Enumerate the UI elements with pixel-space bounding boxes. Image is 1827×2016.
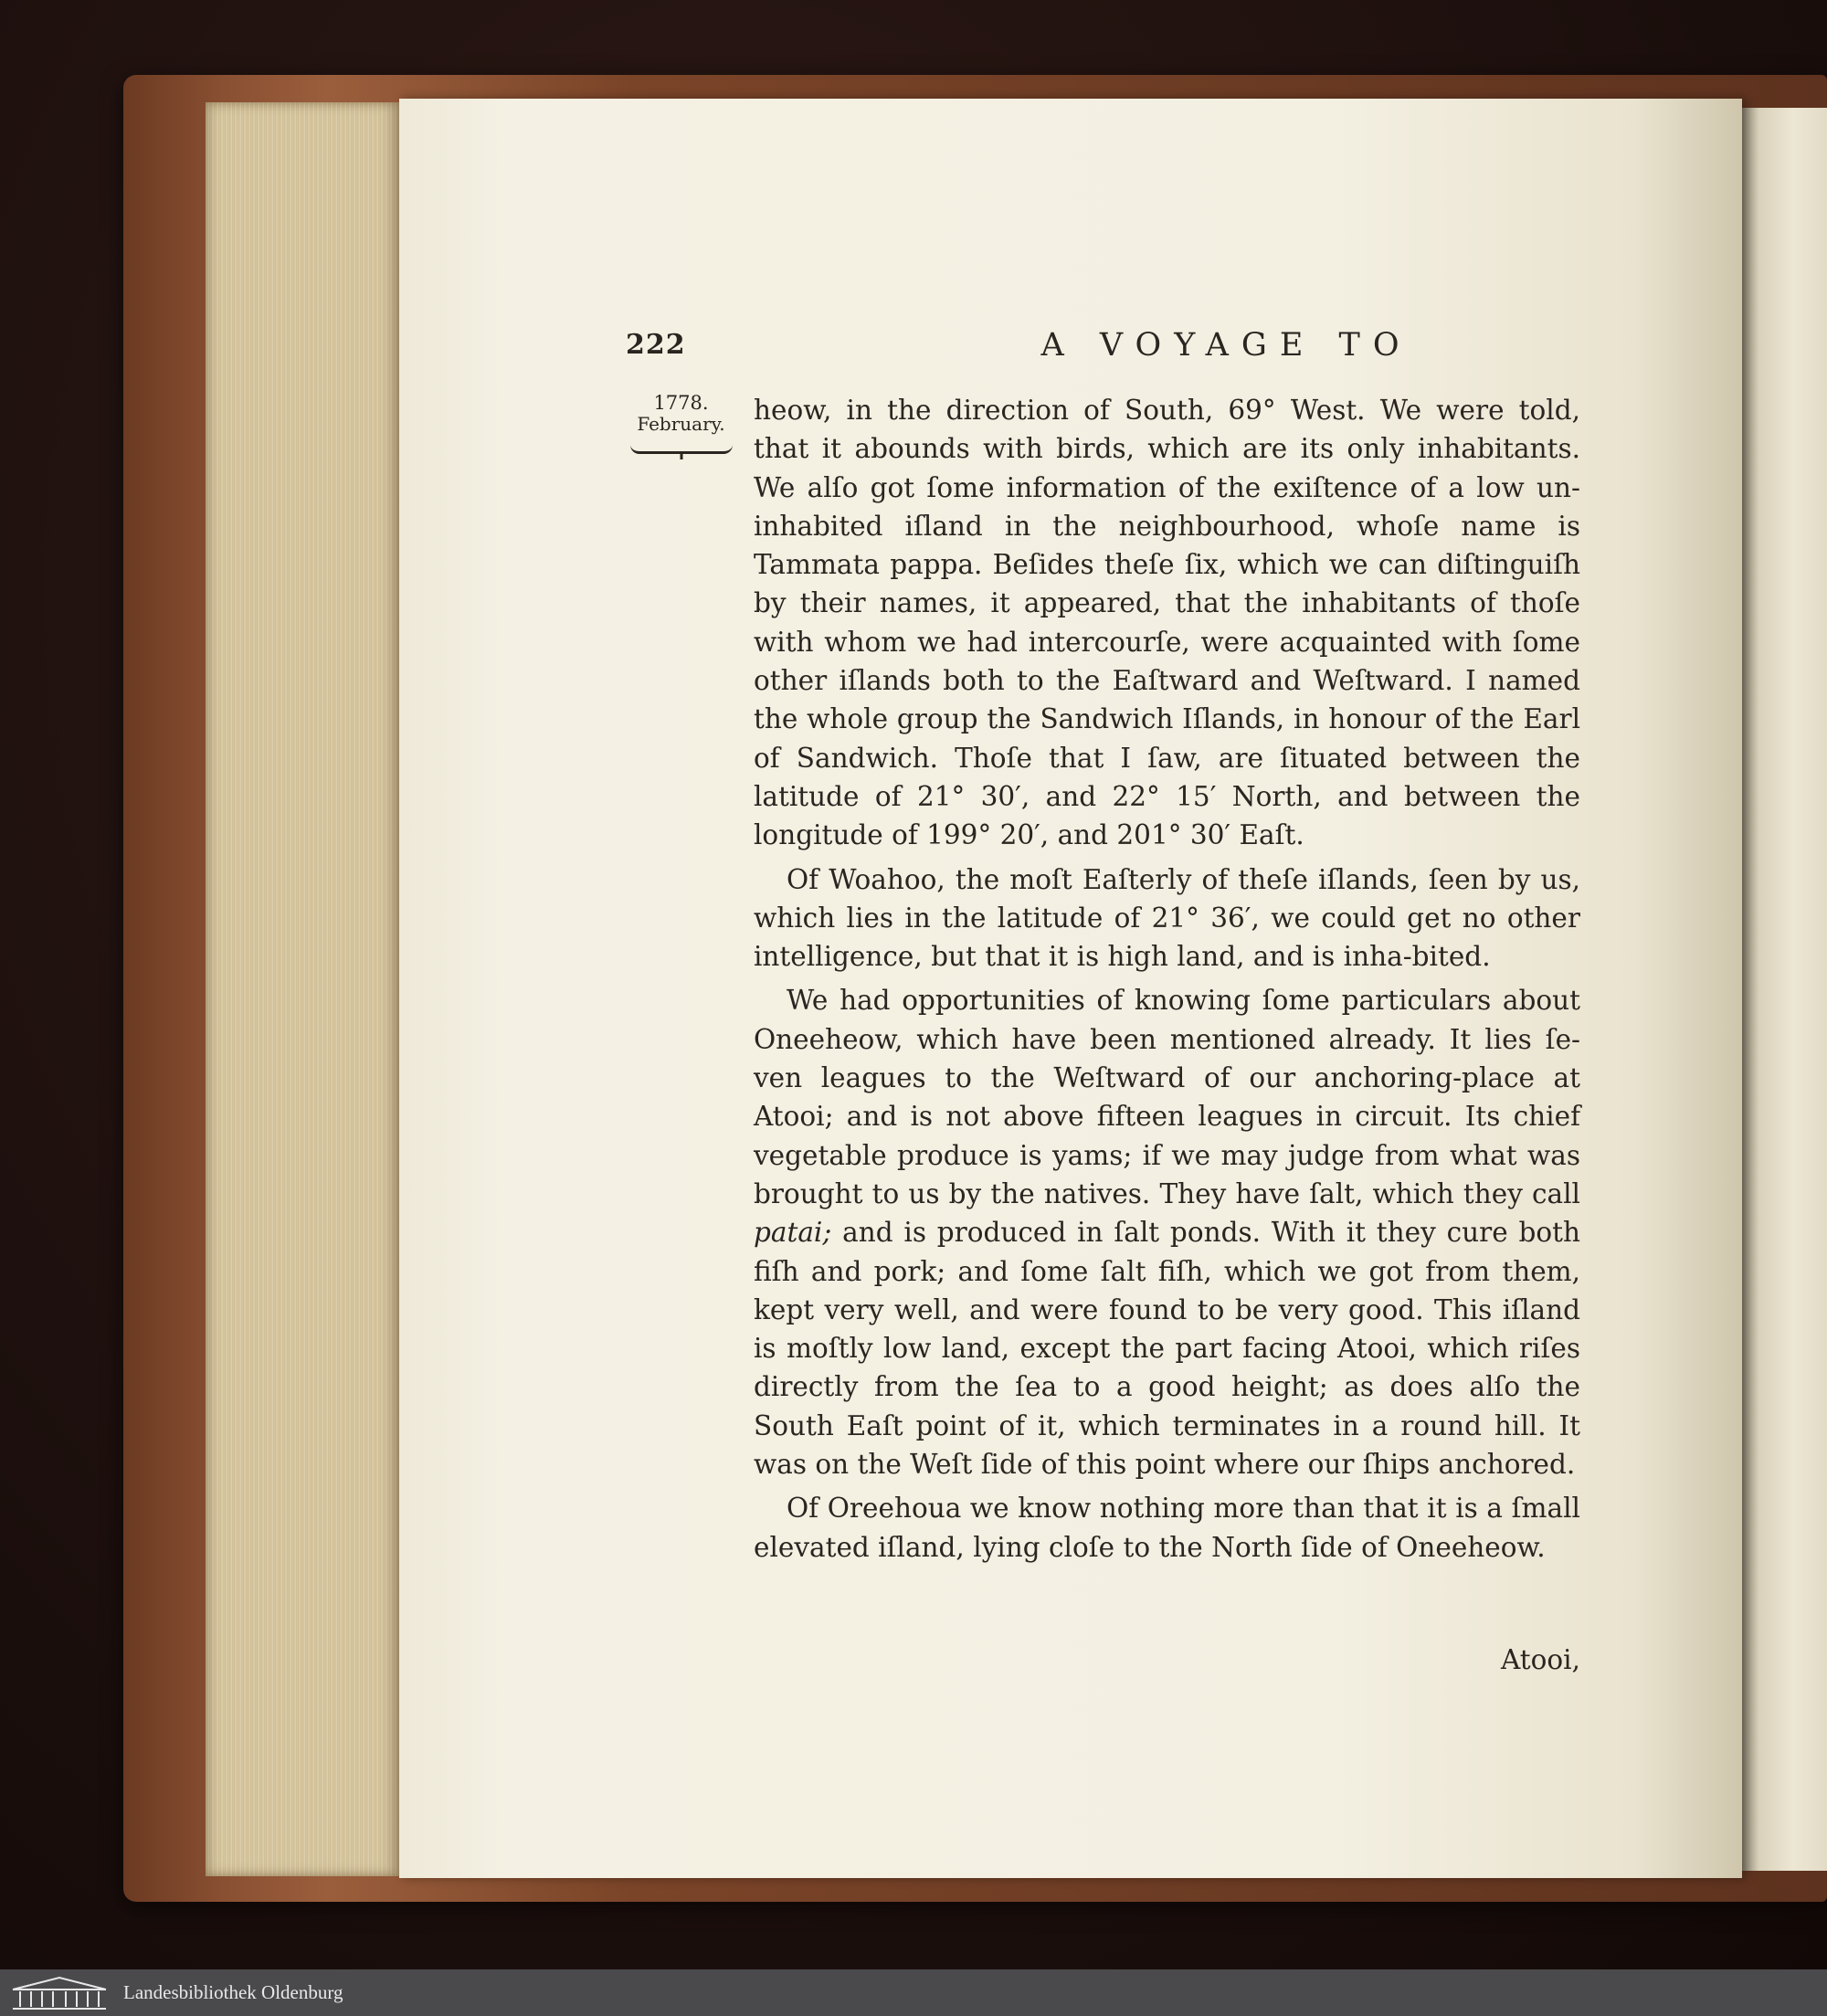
paragraph-1: heow, in the direction of South, 69° West. We were told, that it abounds with birds, which are its only inhabitants. We alſo got ſome information of the exiſtence of a low un-inhabited iſland in the neighbourhood, whoſe name is Tammata pappa. Beſides theſe ſix, which we can diſtinguiſh by their names, it appeared, that the inhabitants of thoſe with whom we had intercourſe, were acquainted with ſome other iſlands both to the Eaſtward and Weſtward. I named the whole group the Sandwich Iſlands, in honour of the Earl of Sandwich. Thoſe that I ſaw, are ſituated between the latitude of 21° 30′, and 22° 15′ North, and between the longitude of 199° 20′, and 201° 30′ Eaſt. <box>754 395 1580 851</box>
paragraph-3 <box>754 981 1580 1483</box>
margin-year: 1778. <box>653 392 709 414</box>
page-edges <box>206 102 399 1876</box>
paragraph-3-start: We had opportunities of knowing ſome particulars about Oneeheow, which have been mentioned already. It lies ſe-ven leagues to the Weſtward of our anchoring-place at Atooi; and is not above fifteen leagues in circuit. Its chief vegetable produce is yams; if we may judge from what was brought to us by the natives. They have ſalt, which they call <box>754 985 1580 1209</box>
library-name: Landesbibliothek Oldenburg <box>123 1981 343 2003</box>
catchword: Atooi, <box>1501 1644 1580 1675</box>
page-number: 222 <box>626 329 686 361</box>
facing-page <box>1742 108 1827 1871</box>
running-head-title: A VOYAGE TO <box>1040 327 1412 364</box>
italic-word-patai: patai; <box>754 1217 832 1249</box>
paragraph-4: Of Oreehoua we know nothing more than that it is a ſmall elevated iſland, lying cloſe to the North ſide of Oneeheow. <box>754 1493 1580 1563</box>
library-building-icon <box>9 1975 110 2011</box>
footer-bar <box>0 1969 1827 2016</box>
margin-month: February. <box>637 413 725 435</box>
paragraph-2: Of Woahoo, the moſt Eaſterly of theſe iſlands, ſeen by us, which lies in the latitude of 21° 36′, we could get no other intelligence, but that it is high land, and is inha-bited. <box>754 863 1580 973</box>
body-text <box>754 391 1580 1567</box>
running-head <box>626 329 1580 375</box>
margin-date-note <box>628 393 734 454</box>
brace-mark <box>630 440 733 454</box>
paragraph-3-end: and is produced in ſalt ponds. With it they cure both fiſh and pork; and ſome ſalt fiſh, which we got from them, kept very well, and were found to be very good. This iſland is moſtly low land, except the part facing Atooi, which riſes directly from the ſea to a good height; as does alſo the South Eaſt point of it, which terminates in a round hill. It was on the Weſt ſide of this point where our ſhips anchored. <box>754 1217 1580 1481</box>
